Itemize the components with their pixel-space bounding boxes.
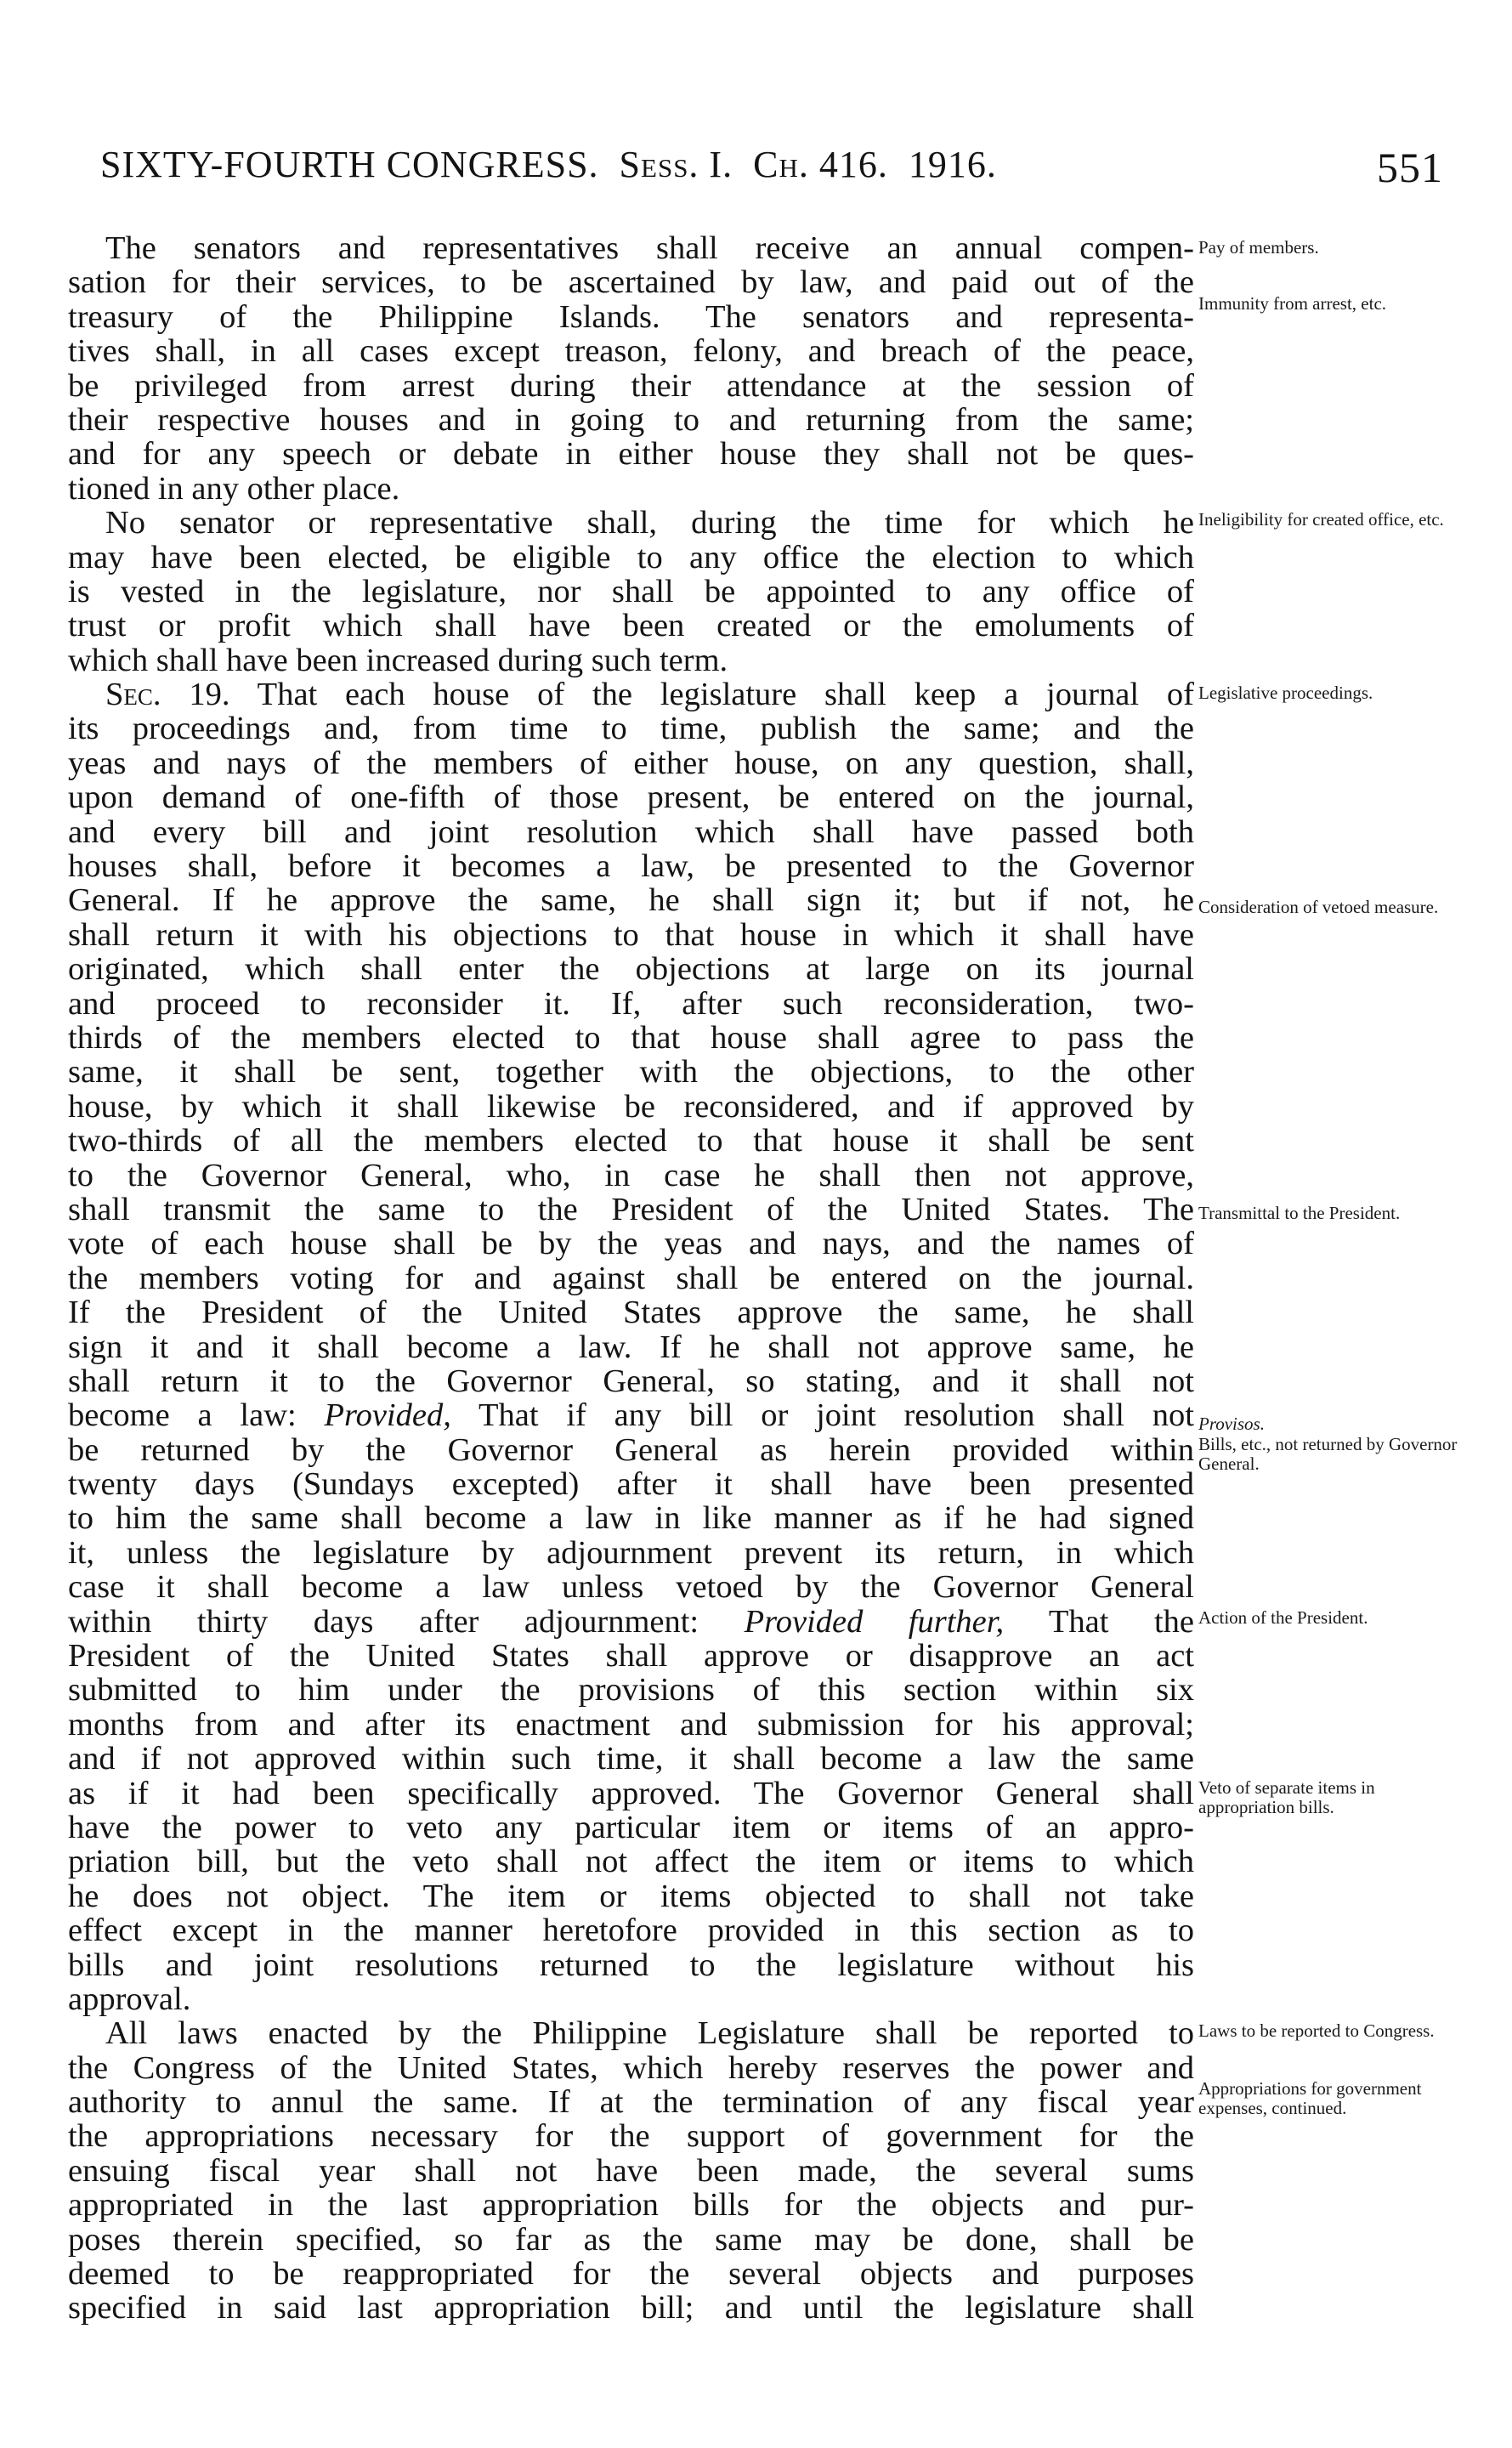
body-text xyxy=(68,231,1194,2326)
body-line: case it shall become a law unless vetoed by the Governor General xyxy=(68,1570,1194,1605)
margin-note-immunity: Immunity from arrest, etc. xyxy=(1198,293,1387,314)
proviso-line xyxy=(68,1398,1194,1432)
margin-note-legislative-proceedings: Legislative proceedings. xyxy=(1198,683,1373,703)
body-line: The senators and representatives shall receive an annual compen- xyxy=(105,231,1194,266)
body-line: the members voting for and against shall be entered on the journal. xyxy=(68,1261,1194,1296)
proviso-further-post: That the xyxy=(1004,1604,1194,1640)
body-line: twenty days (Sundays excepted) after it shall have been presented xyxy=(68,1467,1194,1502)
body-line: authority to annul the same. If at the termination of any fiscal year xyxy=(68,2085,1194,2120)
running-title xyxy=(100,143,997,186)
section-label: Sec. 19. xyxy=(105,677,230,712)
body-line: thirds of the members elected to that house shall agree to pass the xyxy=(68,1020,1194,1056)
provided-further-term: Provided further, xyxy=(744,1604,1005,1640)
margin-note-pay-of-members: Pay of members. xyxy=(1198,237,1319,258)
body-line: house, by which it shall likewise be reconsidered, and if approved by xyxy=(68,1089,1194,1125)
body-line: sation for their services, to be ascertained by law, and paid out of the xyxy=(68,265,1194,300)
proviso-pre: become a law: xyxy=(68,1398,325,1433)
body-line: may have been elected, be eligible to any office the election to which xyxy=(68,540,1194,575)
body-line: their respective houses and in going to and returning from the same; xyxy=(68,402,1194,438)
body-line: the appropriations necessary for the support of government for the xyxy=(68,2119,1194,2154)
margin-note-appropriations: Appropriations for government expenses, continued. xyxy=(1198,2078,1422,2118)
margin-note-bills-not-returned: Bills, etc., not returned by Governor General. xyxy=(1198,1434,1458,1474)
body-line: yeas and nays of the members of either house, on any question, shall, xyxy=(68,745,1194,781)
page-number: 551 xyxy=(1377,144,1443,191)
body-line: as if it had been specifically approved. The Governor General shall xyxy=(68,1776,1194,1810)
margin-note-provisos: Provisos. xyxy=(1198,1414,1265,1434)
body-line: President of the United States shall approve or disapprove an act xyxy=(68,1639,1194,1674)
proviso-further-line xyxy=(68,1605,1194,1639)
body-line: to the Governor General, who, in case he shall then not approve, xyxy=(68,1158,1194,1193)
body-line: deemed to be reappropriated for the several objects and purposes xyxy=(68,2257,1194,2292)
margin-note-action-of-president: Action of the President. xyxy=(1198,1607,1368,1628)
body-line: it, unless the legislature by adjournment prevent its return, in which xyxy=(68,1535,1194,1571)
body-line-text: That each house of the legislature shall keep a journal of xyxy=(257,677,1194,712)
body-line: have the power to veto any particular item or items of an appro- xyxy=(68,1810,1194,1845)
body-line: which shall have been increased during such term. xyxy=(68,643,728,678)
body-line: General. If he approve the same, he shall sign it; but if not, he xyxy=(68,883,1194,918)
body-line: houses shall, before it becomes a law, be presented to the Governor xyxy=(68,849,1194,884)
body-line: and for any speech or debate in either house they shall not be ques- xyxy=(68,437,1194,472)
body-line: upon demand of one-fifth of those present, be entered on the journal, xyxy=(68,780,1194,815)
body-line: All laws enacted by the Philippine Legislature shall be reported to xyxy=(105,2016,1194,2051)
body-line: submitted to him under the provisions of this section within six xyxy=(68,1673,1194,1708)
body-line: is vested in the legislature, nor shall be appointed to any office of xyxy=(68,574,1194,609)
body-line: shall return it with his objections to that house in which it shall have xyxy=(68,917,1194,953)
body-line: its proceedings and, from time to time, publish the same; and the xyxy=(68,711,1194,746)
running-header xyxy=(100,143,1443,194)
margin-note-transmittal: Transmittal to the President. xyxy=(1198,1203,1401,1223)
margin-note-laws-reported: Laws to be reported to Congress. xyxy=(1198,2020,1435,2041)
body-line: approval. xyxy=(68,1981,191,2017)
body-line: No senator or representative shall, during the time for which he xyxy=(105,506,1194,541)
section-19-line xyxy=(68,677,1194,711)
margin-note-ineligibility: Ineligibility for created office, etc. xyxy=(1198,509,1444,530)
session-label: Sess. I. xyxy=(619,144,733,185)
body-line: appropriated in the last appropriation bills for the objects and pur- xyxy=(68,2188,1194,2223)
body-line: vote of each house shall be by the yeas and nays, and the names of xyxy=(68,1227,1194,1261)
margin-note-veto-separate-items: Veto of separate items in appropriation bills. xyxy=(1198,1777,1375,1817)
proviso-post: That if any bill or joint resolution shall not xyxy=(450,1398,1194,1433)
body-line: specified in said last appropriation bill; and until the legislature shall xyxy=(68,2291,1194,2326)
provided-term: Provided, xyxy=(324,1398,451,1433)
body-line: bills and joint resolutions returned to the legislature without his xyxy=(68,1947,1194,1982)
margin-note-vetoed-measure: Consideration of vetoed measure. xyxy=(1198,897,1439,917)
body-line: tioned in any other place. xyxy=(68,471,400,507)
body-line: same, it shall be sent, together with the objections, to the other xyxy=(68,1055,1194,1090)
congress-title: SIXTY-FOURTH CONGRESS. xyxy=(100,144,599,185)
body-line: and every bill and joint resolution which shall have passed both xyxy=(68,814,1194,850)
body-line: priation bill, but the veto shall not affect the item or items to which xyxy=(68,1844,1194,1879)
body-line: ensuing fiscal year shall not have been made, the several sums xyxy=(68,2153,1194,2189)
body-line: treasury of the Philippine Islands. The senators and representa- xyxy=(68,299,1194,335)
body-line: sign it and it shall become a law. If he shall not approve same, he xyxy=(68,1329,1194,1364)
year-label: 1916. xyxy=(908,144,997,185)
chapter-label: Ch. 416. xyxy=(753,144,888,185)
body-line: and if not approved within such time, it shall become a law the same xyxy=(68,1742,1194,1776)
body-line: shall transmit the same to the President of the United States. The xyxy=(68,1192,1194,1227)
body-line: tives shall, in all cases except treason, felony, and breach of the peace, xyxy=(68,334,1194,369)
body-line: months from and after its enactment and submission for his approval; xyxy=(68,1707,1194,1742)
body-line: be returned by the Governor General as herein provided within xyxy=(68,1432,1194,1468)
proviso-further-pre: within thirty days after adjournment: xyxy=(68,1604,745,1640)
body-line: trust or profit which shall have been created or the emoluments of xyxy=(68,609,1194,643)
body-line: he does not object. The item or items objected to shall not take xyxy=(68,1878,1194,1914)
body-line: the Congress of the United States, which hereby reserves the power and xyxy=(68,2050,1194,2086)
body-line: shall return it to the Governor General, so stating, and it shall not xyxy=(68,1363,1194,1399)
body-line: poses therein specified, so far as the same may be done, shall be xyxy=(68,2222,1194,2258)
body-line: be privileged from arrest during their attendance at the session of xyxy=(68,368,1194,403)
body-line: If the President of the United States approve the same, he shall xyxy=(68,1295,1194,1330)
body-line: effect except in the manner heretofore provided in this section as to xyxy=(68,1913,1194,1948)
body-line: to him the same shall become a law in like manner as if he had signed xyxy=(68,1501,1194,1536)
body-line: originated, which shall enter the objections at large on its journal xyxy=(68,952,1194,987)
body-line: two-thirds of all the members elected to that house it shall be sent xyxy=(68,1124,1194,1159)
body-line: and proceed to reconsider it. If, after such reconsideration, two- xyxy=(68,986,1194,1021)
